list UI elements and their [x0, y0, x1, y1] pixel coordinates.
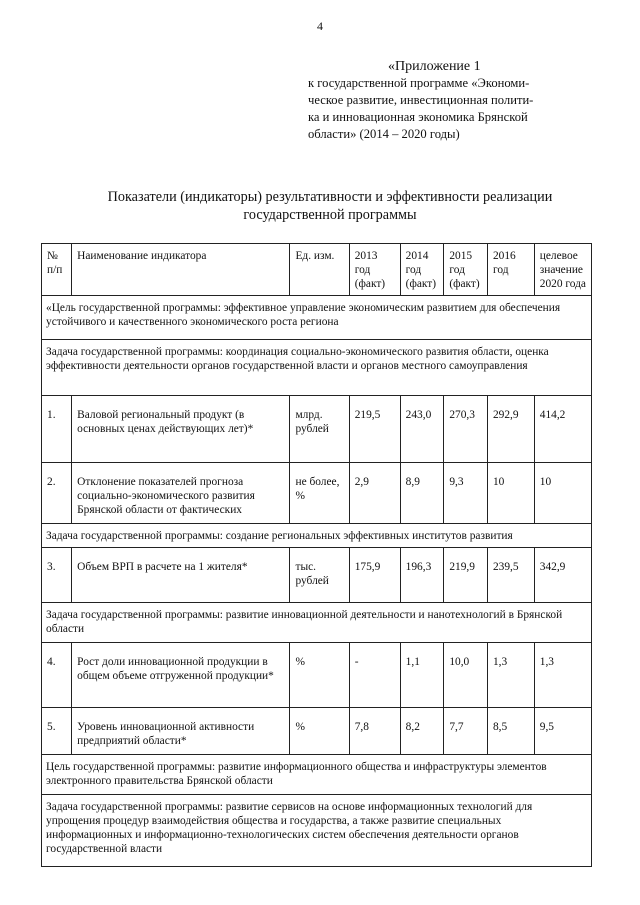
- appendix-line: области» (2014 – 2020 годы): [308, 127, 460, 141]
- value-2015: 219,9: [444, 548, 488, 603]
- section-row: [42, 795, 592, 867]
- target-value: 342,9: [534, 548, 591, 603]
- section-cell: Задача государственной программы: развитие сервисов на основе информационных технологий для упрощения процедур взаимодействия общества и государства, а также развитие специальных информационных и информационно-технологических систем обеспечения деятельности органов государственной власти: [42, 795, 592, 867]
- table-header-row: [42, 244, 592, 296]
- appendix-header: [308, 58, 608, 143]
- value-2014: 8,2: [400, 708, 444, 755]
- section-cell: Задача государственной программы: координация социально-экономического развития области, оценка эффективности деятельности органов государственной власти и органов местного самоуправления: [42, 340, 592, 396]
- appendix-line: к государственной программе «Экономи-: [308, 76, 530, 90]
- value-2016: 10: [487, 463, 534, 524]
- section-cell: Задача государственной программы: развитие инновационной деятельности и нанотехнологий в Брянской области: [42, 603, 592, 643]
- section-row: [42, 603, 592, 643]
- value-2013: 219,5: [349, 396, 400, 463]
- table-row: [42, 548, 592, 603]
- row-number: 2.: [42, 463, 72, 524]
- row-number: 5.: [42, 708, 72, 755]
- target-value: 10: [534, 463, 591, 524]
- value-2015: 270,3: [444, 396, 488, 463]
- section-cell: «Цель государственной программы: эффективное управление экономическим развитием для обеспечения устойчивого и качественного экономического роста региона: [42, 296, 592, 340]
- header-cell: № п/п: [42, 244, 72, 296]
- value-2016: 1,3: [487, 643, 534, 708]
- indicator-name: Отклонение показателей прогноза социально-экономического развития Брянской области от фактических: [72, 463, 290, 524]
- value-2013: 175,9: [349, 548, 400, 603]
- value-2015: 10,0: [444, 643, 488, 708]
- value-2013: -: [349, 643, 400, 708]
- table-row: [42, 708, 592, 755]
- unit-cell: %: [290, 643, 349, 708]
- header-cell: 2013 год (факт): [349, 244, 400, 296]
- row-number: 4.: [42, 643, 72, 708]
- indicator-name: Рост доли инновационной продукции в общем объеме отгруженной продукции*: [72, 643, 290, 708]
- value-2016: 239,5: [487, 548, 534, 603]
- appendix-line: ка и инновационная экономика Брянской: [308, 110, 528, 124]
- value-2016: 292,9: [487, 396, 534, 463]
- value-2013: 7,8: [349, 708, 400, 755]
- value-2015: 7,7: [444, 708, 488, 755]
- section-row: [42, 524, 592, 548]
- table-row: [42, 643, 592, 708]
- indicator-name: Объем ВРП в расчете на 1 жителя*: [72, 548, 290, 603]
- value-2016: 8,5: [487, 708, 534, 755]
- value-2013: 2,9: [349, 463, 400, 524]
- row-number: 1.: [42, 396, 72, 463]
- header-cell: целевое значение 2020 года: [534, 244, 591, 296]
- unit-cell: млрд. рублей: [290, 396, 349, 463]
- value-2014: 8,9: [400, 463, 444, 524]
- table-row: [42, 463, 592, 524]
- section-cell: Задача государственной программы: создание региональных эффективных институтов развития: [42, 524, 592, 548]
- value-2014: 243,0: [400, 396, 444, 463]
- value-2014: 196,3: [400, 548, 444, 603]
- section-row: [42, 296, 592, 340]
- title-line: государственной программы: [243, 207, 417, 223]
- unit-cell: тыс. рублей: [290, 548, 349, 603]
- page-number: 4: [317, 19, 323, 33]
- header-cell: 2016 год: [487, 244, 534, 296]
- target-value: 9,5: [534, 708, 591, 755]
- table-row: [42, 396, 592, 463]
- header-cell: 2015 год (факт): [444, 244, 488, 296]
- section-cell: Цель государственной программы: развитие информационного общества и инфраструктуры элементов электронного правительства Брянской области: [42, 755, 592, 795]
- header-cell: Ед. изм.: [290, 244, 349, 296]
- appendix-line: ческое развитие, инвестиционная полити-: [308, 93, 534, 107]
- value-2015: 9,3: [444, 463, 488, 524]
- section-row: [42, 755, 592, 795]
- unit-cell: %: [290, 708, 349, 755]
- header-cell: 2014 год (факт): [400, 244, 444, 296]
- indicators-table: [41, 243, 592, 867]
- section-row: [42, 340, 592, 396]
- indicator-name: Уровень инновационной активности предприятий области*: [72, 708, 290, 755]
- target-value: 1,3: [534, 643, 591, 708]
- unit-cell: не более, %: [290, 463, 349, 524]
- title-line: Показатели (индикаторы) результативности и эффективности реализации: [107, 189, 553, 205]
- header-cell: Наименование индикатора: [72, 244, 290, 296]
- row-number: 3.: [42, 548, 72, 603]
- appendix-line: «Приложение 1: [388, 59, 481, 74]
- indicator-name: Валовой региональный продукт (в основных ценах действующих лет)*: [72, 396, 290, 463]
- document-title: [40, 188, 620, 224]
- target-value: 414,2: [534, 396, 591, 463]
- value-2014: 1,1: [400, 643, 444, 708]
